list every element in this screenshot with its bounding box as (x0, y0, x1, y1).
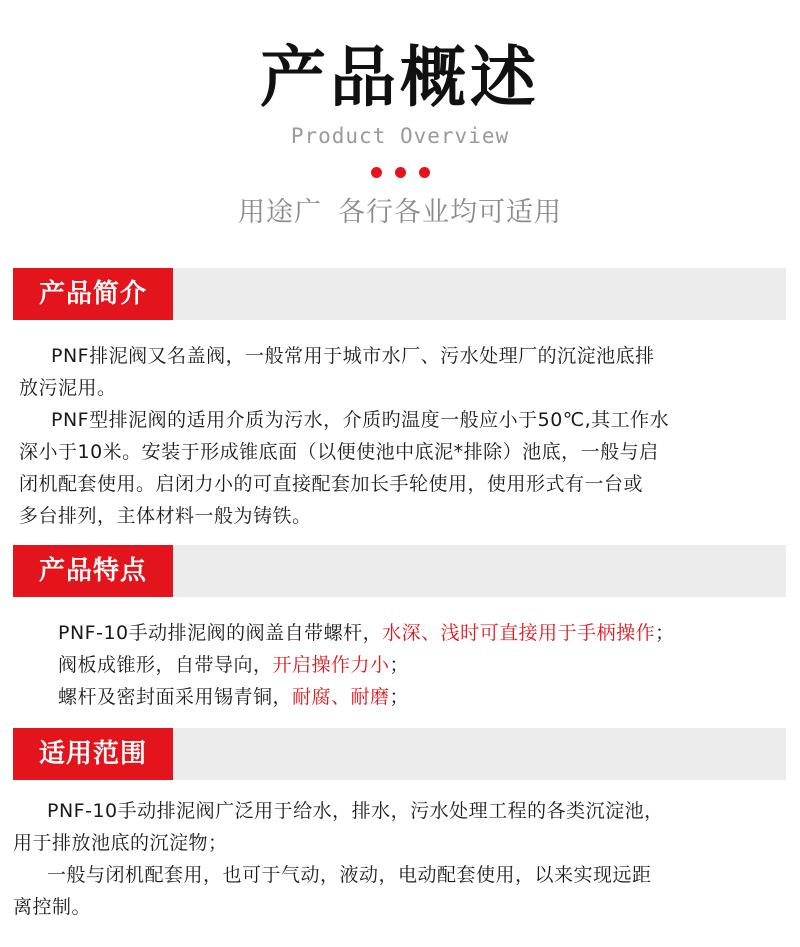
feature-punct: ； (389, 654, 410, 676)
dot-icon (371, 167, 382, 178)
section-bar-scope (13, 728, 786, 780)
feature-line (58, 617, 675, 649)
feature-line (58, 649, 409, 681)
feature-text: 阀板成锥形，自带导向， (58, 654, 273, 676)
intro-line: PNF型排泥阀的适用介质为污水，介质旳温度一般应小于50℃,其工作水 (51, 409, 670, 431)
feature-text: 螺杆及密封面采用锡青铜， (58, 686, 293, 708)
tagline-part2: 各行各业均可适用 (338, 197, 562, 228)
section-heading-intro: 产品简介 (13, 268, 173, 320)
page-title: 产品概述 (260, 39, 540, 116)
feature-highlight: 耐腐、耐磨 (292, 686, 390, 708)
section-bar-features (13, 545, 786, 597)
section-heading-features: 产品特点 (13, 545, 173, 597)
scope-line: 用于排放池底的沉淀物； (13, 832, 228, 854)
intro-line: 多台排列，主体材料一般为铸铁。 (19, 505, 312, 527)
intro-line: 闭机配套使用。启闭力小的可直接配套加长手轮使用，使用形式有一台或 (19, 473, 644, 495)
intro-line: 深小于10米。安装于形成锥底面（以便使池中底泥*排除）池底，一般与启 (19, 441, 659, 463)
section-bar-intro (13, 268, 786, 320)
decorative-dots (0, 167, 800, 178)
scope-line: 离控制。 (13, 896, 92, 918)
feature-line (58, 681, 409, 713)
tagline (0, 190, 800, 229)
scope-line: PNF-10手动排泥阀广泛用于给水，排水，污水处理工程的各类沉淀池， (47, 800, 664, 822)
intro-line: PNF排泥阀又名盖阀，一般常用于城市水厂、污水处理厂的沉淀池底排 (51, 345, 655, 367)
page-subtitle: Product Overview (290, 124, 510, 148)
feature-punct: ； (389, 686, 410, 708)
section-heading-scope: 适用范围 (13, 728, 173, 780)
feature-punct: ； (655, 622, 675, 644)
feature-highlight: 开启操作力小 (272, 654, 390, 676)
dot-icon (419, 167, 430, 178)
tagline-part1: 用途广 (238, 197, 322, 228)
feature-highlight: 水深、浅时可直接用于手柄操作 (382, 622, 656, 644)
intro-line: 放污泥用。 (19, 377, 117, 399)
dot-icon (395, 167, 406, 178)
feature-text: PNF-10手动排泥阀的阀盖自带螺杆， (58, 622, 383, 644)
scope-line: 一般与闭机配套用，也可于气动，液动，电动配套使用，以来实现远距 (47, 864, 652, 886)
